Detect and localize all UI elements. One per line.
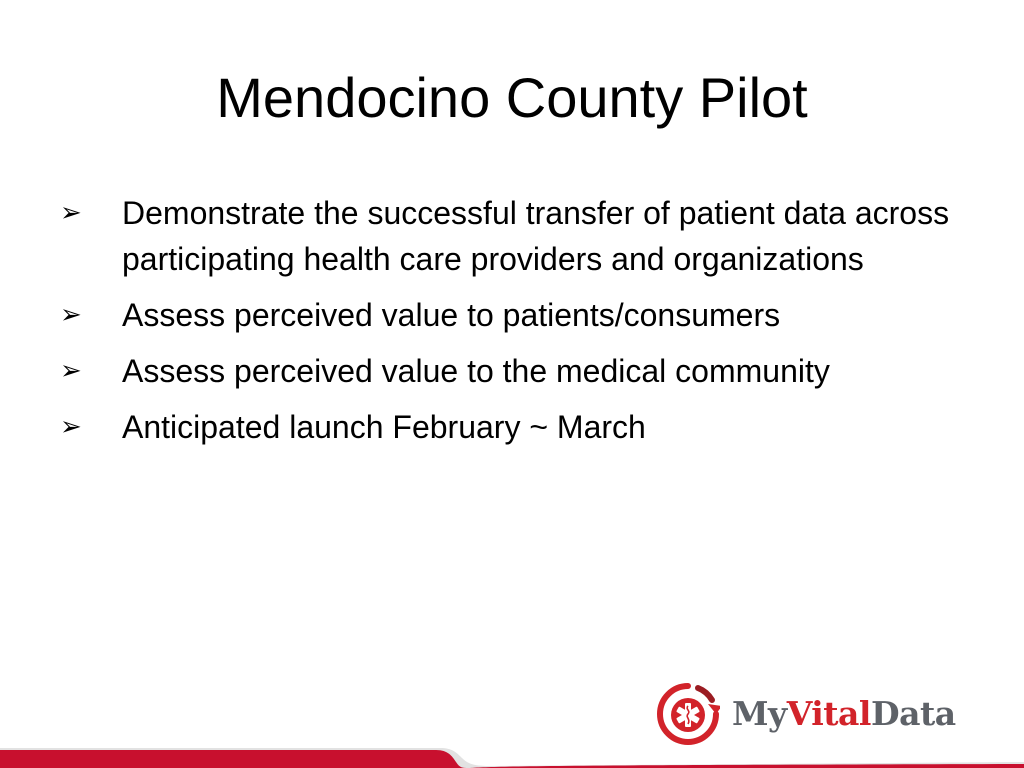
bullet-list bbox=[60, 190, 960, 460]
bullet-item bbox=[60, 190, 960, 282]
bullet-item bbox=[60, 292, 960, 338]
logo-wordmark bbox=[732, 682, 956, 746]
bullet-text: Assess perceived value to patients/consumers bbox=[122, 297, 781, 333]
bullet-text: Anticipated launch February ~ March bbox=[122, 409, 646, 445]
footer-swoosh bbox=[0, 744, 1024, 768]
arrow-bullet-icon: ➢ bbox=[60, 300, 82, 330]
bullet-text: Demonstrate the successful transfer of patient data across participating health care providers and organizations bbox=[122, 195, 950, 277]
bullet-text: Assess perceived value to the medical community bbox=[122, 353, 830, 389]
logo-part-vital: Vital bbox=[786, 694, 871, 733]
slide-title: Mendocino County Pilot bbox=[216, 66, 808, 129]
logo-part-data: Data bbox=[870, 694, 956, 733]
bullet-item bbox=[60, 404, 960, 450]
star-of-life-icon bbox=[656, 682, 720, 746]
arrow-bullet-icon: ➢ bbox=[60, 412, 82, 442]
logo-part-my: My bbox=[732, 694, 787, 733]
arrow-bullet-icon: ➢ bbox=[60, 198, 82, 228]
bullet-item bbox=[60, 348, 960, 394]
arrow-bullet-icon: ➢ bbox=[60, 356, 82, 386]
myvitaldata-logo bbox=[656, 682, 956, 746]
